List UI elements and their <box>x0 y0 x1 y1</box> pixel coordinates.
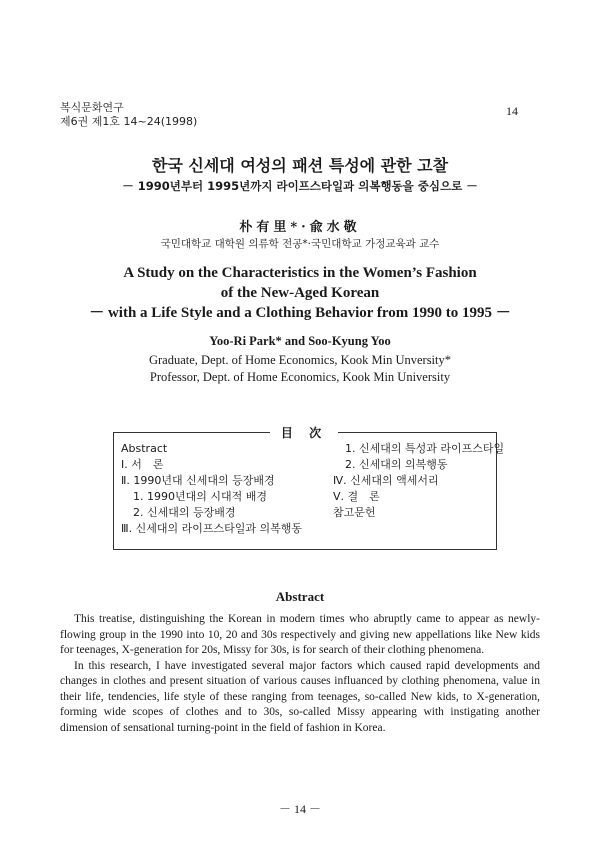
toc-item: 1. 1990년대의 시대적 배경 <box>133 490 267 503</box>
abstract-paragraph-2: In this research, I have investigated several major factors which caused rapid developments and changes in clothes and present situation of various causes influanced by clothing phenomena, value in their life, tendencies, life style of these ranging from teenages, so-called New kids, to X-generation, forming wide scopes of clothes and to 30s, so-called Missy appearing with instigating another dimension of sensational turning-point in the field of fashion in Korea. <box>60 659 540 734</box>
page-number-top: 14 <box>506 104 518 118</box>
journal-info <box>60 101 197 129</box>
toc-item: Ⅳ. 신세대의 액세서리 <box>333 474 439 487</box>
abstract-body <box>60 612 540 736</box>
abstract-heading: Abstract <box>275 589 325 604</box>
english-affiliation-2: Professor, Dept. of Home Economics, Kook Min University <box>149 370 451 384</box>
toc-item: Ⅲ. 신세대의 라이프스타일과 의복행동 <box>121 522 302 535</box>
english-title-line3: － with a Life Style and a Clothing Behavior from 1990 to 1995 － <box>89 305 511 321</box>
english-affiliation-1: Graduate, Dept. of Home Economics, Kook Min Unversity* <box>148 353 452 367</box>
toc-item: Ⅰ. 서 론 <box>121 458 164 471</box>
english-title-line2: of the New-Aged Korean <box>220 285 380 301</box>
journal-name: 복식문화연구 <box>60 101 124 114</box>
page-number-bottom: － 14 － <box>278 802 321 816</box>
toc-item: 참고문헌 <box>333 506 376 519</box>
toc-left-column <box>121 441 302 537</box>
english-title <box>0 263 600 323</box>
english-authors: Yoo-Ri Park* and Soo-Kyung Yoo <box>209 334 391 348</box>
korean-affiliation: 국민대학교 대학원 의류학 전공*·국민대학교 가정교육과 교수 <box>160 238 440 250</box>
english-affiliation <box>0 352 600 386</box>
toc-item: 1. 신세대의 특성과 라이프스타일 <box>345 442 505 455</box>
korean-title: 한국 신세대 여성의 패션 특성에 관한 고찰 <box>151 156 449 175</box>
korean-authors: 朴有里*·兪水敬 <box>239 220 361 235</box>
toc-item: 2. 신세대의 의복행동 <box>345 458 448 471</box>
abstract-paragraph-1: This treatise, distinguishing the Korean in modern times who abruptly came to appear as newly-flowing group in the 1990 into 10, 20 and 30s respectively and giving new appellations like New kids for teenages, X-generation for 20s, Missy for 30s, is for search of their clothing phenomena. <box>60 613 540 656</box>
toc-item: Ⅱ. 1990년대 신세대의 등장배경 <box>121 474 275 487</box>
volume-issue: 제6권 제1호 14~24(1998) <box>60 115 198 128</box>
toc-item: 2. 신세대의 등장배경 <box>133 506 236 519</box>
english-title-line1: A Study on the Characteristics in the Women’s Fashion <box>123 265 477 281</box>
toc-right-column <box>333 441 504 521</box>
toc-heading: 目 次 <box>270 424 338 441</box>
toc-item: Abstract <box>121 442 168 455</box>
korean-subtitle: － 1990년부터 1995년까지 라이프스타일과 의복행동을 중심으로 － <box>122 179 478 193</box>
toc-item: Ⅴ. 결 론 <box>333 490 380 503</box>
